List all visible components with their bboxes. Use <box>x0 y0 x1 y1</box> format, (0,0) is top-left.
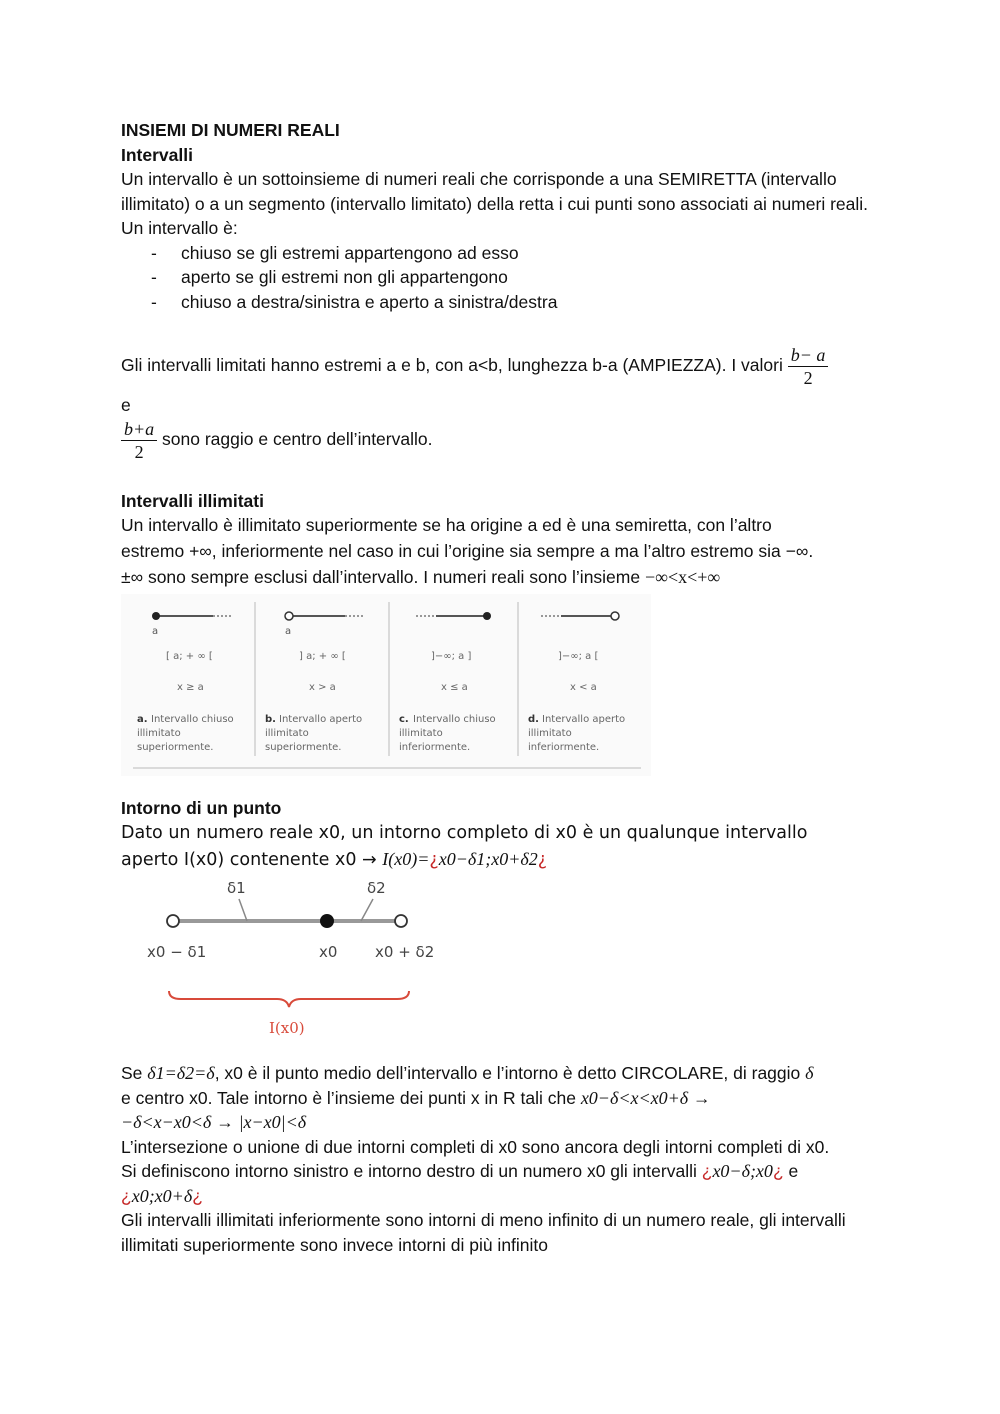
intorno-definition-2: aperto I(x0) contenente x0 → I(x0)=¿x0−δ1;x0+δ2¿ <box>121 849 547 870</box>
intorno-paragraph-4: L’intersezione o unione di due intorni completi di x0 sono ancora degli intorni completi di x0. <box>121 1136 830 1157</box>
svg-text:x0: x0 <box>319 943 338 961</box>
illimitati-line-1: Un intervallo è illimitato superiormente se ha origine a ed è una semiretta, con l’altro <box>121 515 772 535</box>
list-item: - chiuso a destra/sinistra e aperto a sinistra/destra <box>151 291 558 312</box>
intorno-paragraph-2: e centro x0. Tale intorno è l’insieme dei punti x in R tali che x0−δ<x<x0+δ → <box>121 1087 711 1108</box>
svg-text:x0 − δ1: x0 − δ1 <box>147 943 207 961</box>
svg-text:Intervallo chiuso: Intervallo chiuso <box>413 713 496 725</box>
document-title: INSIEMI DI NUMERI REALI <box>121 120 340 140</box>
svg-text:c.: c. <box>399 713 409 725</box>
center-point-icon <box>320 914 334 928</box>
intervalli-intro: Un intervallo è un sottoinsieme di numeri reali che corrisponde a una SEMIRETTA (intervallo illimitato) o a un segmento (intervallo limitato) della retta i cui punti sono associati ai numeri reali. <box>121 169 869 214</box>
interval-types-list <box>121 241 891 315</box>
intorno-paragraph-1: Se δ1=δ2=δ, x0 è il punto medio dell’intervallo e l’intorno è detto CIRCOLARE, di raggio δ <box>121 1063 814 1083</box>
intorno-paragraph-5: Si definiscono intorno sinistro e intorno destro di un numero x0 gli intervalli ¿x0−δ;x0¿ e <box>121 1161 799 1181</box>
svg-text:illimitato: illimitato <box>528 727 572 739</box>
document-page <box>121 118 891 1257</box>
svg-text:Intervallo chiuso: Intervallo chiuso <box>151 713 234 725</box>
svg-text:x0 + δ2: x0 + δ2 <box>375 943 435 961</box>
limited-intervals-paragraph: Gli intervalli limitati hanno estremi a e b, con a<b, lunghezza b-a (AMPIEZZA). I valori $\frac{b- a}{2}$ <box>121 344 891 389</box>
neighborhood-figure <box>121 877 451 1057</box>
intorno-paragraph-3: −δ<x−x0<δ → |x−x0|<δ <box>121 1112 307 1132</box>
svg-text:Intervallo aperto: Intervallo aperto <box>279 713 363 725</box>
section-heading-intervalli: Intervalli <box>121 144 193 165</box>
svg-text:a: a <box>285 625 292 637</box>
svg-text:a: a <box>152 625 159 637</box>
svg-text:]−∞; a [: ]−∞; a [ <box>558 650 599 662</box>
section-heading-illimitati: Intervalli illimitati <box>121 490 264 511</box>
svg-text:d.: d. <box>528 713 539 725</box>
svg-text:inferiormente.: inferiormente. <box>528 741 600 753</box>
svg-text:illimitato: illimitato <box>399 727 443 739</box>
svg-text:I(x0): I(x0) <box>269 1019 305 1037</box>
list-item: - aperto se gli estremi non gli appartengono <box>151 267 508 287</box>
svg-text:]−∞; a ]: ]−∞; a ] <box>431 650 472 662</box>
open-endpoint-icon <box>395 915 407 927</box>
svg-text:b.: b. <box>265 713 276 725</box>
svg-text:inferiormente.: inferiormente. <box>399 741 471 753</box>
intorno-paragraph-6: ¿x0;x0+δ¿ <box>121 1185 203 1206</box>
svg-text:δ1: δ1 <box>227 879 246 897</box>
and-word: e <box>121 395 131 415</box>
svg-text:Intervallo aperto: Intervallo aperto <box>542 713 626 725</box>
intervalli-lead: Un intervallo è: <box>121 218 238 238</box>
list-item: - chiuso se gli estremi appartengono ad esso <box>151 242 519 263</box>
svg-text:δ2: δ2 <box>367 879 386 897</box>
open-endpoint-icon <box>611 612 619 620</box>
fraction-radius: $\frac{b- a}{2}$ <box>788 344 829 389</box>
svg-text:superiormente.: superiormente. <box>265 741 342 753</box>
svg-text:superiormente.: superiormente. <box>137 741 214 753</box>
svg-text:x ≥ a: x ≥ a <box>177 681 204 693</box>
intorno-definition-1: Dato un numero reale x0, un intorno completo di x0 è un qualunque intervallo <box>121 823 808 843</box>
open-endpoint-icon <box>167 915 179 927</box>
svg-text:x ≤ a: x ≤ a <box>441 681 468 693</box>
svg-text:a.: a. <box>137 713 148 725</box>
svg-text:] a; + ∞ [: ] a; + ∞ [ <box>299 650 346 662</box>
svg-text:illimitato: illimitato <box>265 727 309 739</box>
svg-text:x > a: x > a <box>309 681 336 693</box>
fraction-center: $\frac{b+a}{2}$ <box>121 418 157 463</box>
illimitati-line-2: estremo +∞, inferiormente nel caso in cui l’origine sia sempre a ma l’altro estremo sia −∞. <box>121 540 814 561</box>
svg-text:x < a: x < a <box>570 681 597 693</box>
closed-endpoint-icon <box>152 612 160 620</box>
unbounded-intervals-figure <box>121 594 651 776</box>
illimitati-line-3: ±∞ sono sempre esclusi dall’intervallo. I numeri reali sono l’insieme −∞<x<+∞ <box>121 566 721 587</box>
svg-text:illimitato: illimitato <box>137 727 181 739</box>
center-radius-line: $\frac{b+a}{2}$ sono raggio e centro dell’intervallo. <box>121 418 891 463</box>
section-heading-intorno: Intorno di un punto <box>121 797 282 818</box>
closed-endpoint-icon <box>483 612 491 620</box>
open-endpoint-icon <box>285 612 293 620</box>
svg-text:[ a; + ∞ [: [ a; + ∞ [ <box>166 650 213 662</box>
intorno-paragraph-7: Gli intervalli illimitati inferiormente sono intorni di meno infinito di un numero reale, gli intervalli illimitati superiormente sono invece intorni di più infinito <box>121 1210 846 1255</box>
